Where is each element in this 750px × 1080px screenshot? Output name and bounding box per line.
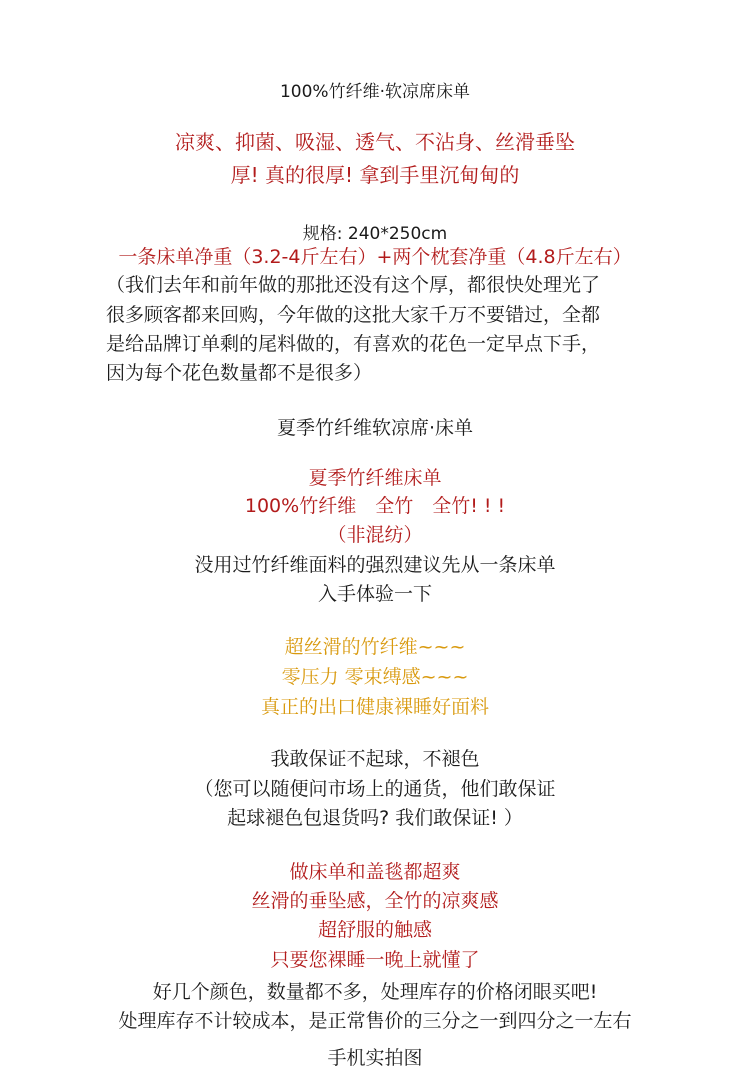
red-line: 做床单和盖毯都超爽	[289, 861, 461, 883]
highlight-line: 超丝滑的竹纤维~~~	[284, 636, 466, 658]
closing-line: 好几个颜色，数量都不多，处理库存的价格闭眼买吧!	[152, 981, 598, 1003]
red-line: 只要您裸睡一晚上就懂了	[270, 949, 480, 971]
suggest-line: 没用过竹纤维面料的强烈建议先从一条床单	[194, 554, 556, 576]
suggest-line: 入手体验一下	[317, 583, 432, 605]
guarantee-line: （您可以随便问市场上的通货，他们敢保证	[194, 778, 556, 800]
section-title: 夏季竹纤维软凉席·床单	[276, 417, 474, 439]
red-line: （非混纺）	[327, 524, 423, 546]
feature-line: 凉爽、抑菌、吸湿、透气、不沾身、丝滑垂坠	[175, 130, 575, 154]
closing-line: 处理库存不计较成本，是正常售价的三分之一到四分之一左右	[118, 1010, 632, 1032]
product-title: 100%竹纤维·软凉席床单	[279, 82, 470, 102]
photos-label: 手机实拍图	[327, 1047, 423, 1069]
weight-line: 一条床单净重（3.2-4斤左右）+两个枕套净重（4.8斤左右）	[118, 246, 632, 268]
note-line: 是给品牌订单剩的尾料做的，有喜欢的花色一定早点下手，	[106, 333, 601, 355]
red-line: 丝滑的垂坠感，全竹的凉爽感	[251, 890, 499, 912]
spec-line: 规格: 240*250cm	[302, 224, 448, 244]
red-line: 夏季竹纤维床单	[308, 467, 442, 489]
guarantee-line: 我敢保证不起球，不褪色	[270, 748, 480, 770]
red-line: 100%竹纤维 全竹 全竹! ! !	[244, 495, 506, 517]
note-line: （我们去年和前年做的那批还没有这个厚，都很快处理光了	[106, 274, 601, 296]
note-line: 很多顾客都来回购，今年做的这批大家千万不要错过，全都	[106, 304, 601, 326]
highlight-line: 零压力 零束缚感~~~	[281, 666, 469, 688]
note-line: 因为每个花色数量都不是很多）	[106, 362, 373, 384]
feature-line: 厚! 真的很厚! 拿到手里沉甸甸的	[230, 163, 520, 187]
highlight-line: 真正的出口健康裸睡好面料	[260, 696, 489, 718]
guarantee-line: 起球褪色包退货吗? 我们敢保证! ）	[227, 807, 523, 829]
red-line: 超舒服的触感	[317, 919, 432, 941]
